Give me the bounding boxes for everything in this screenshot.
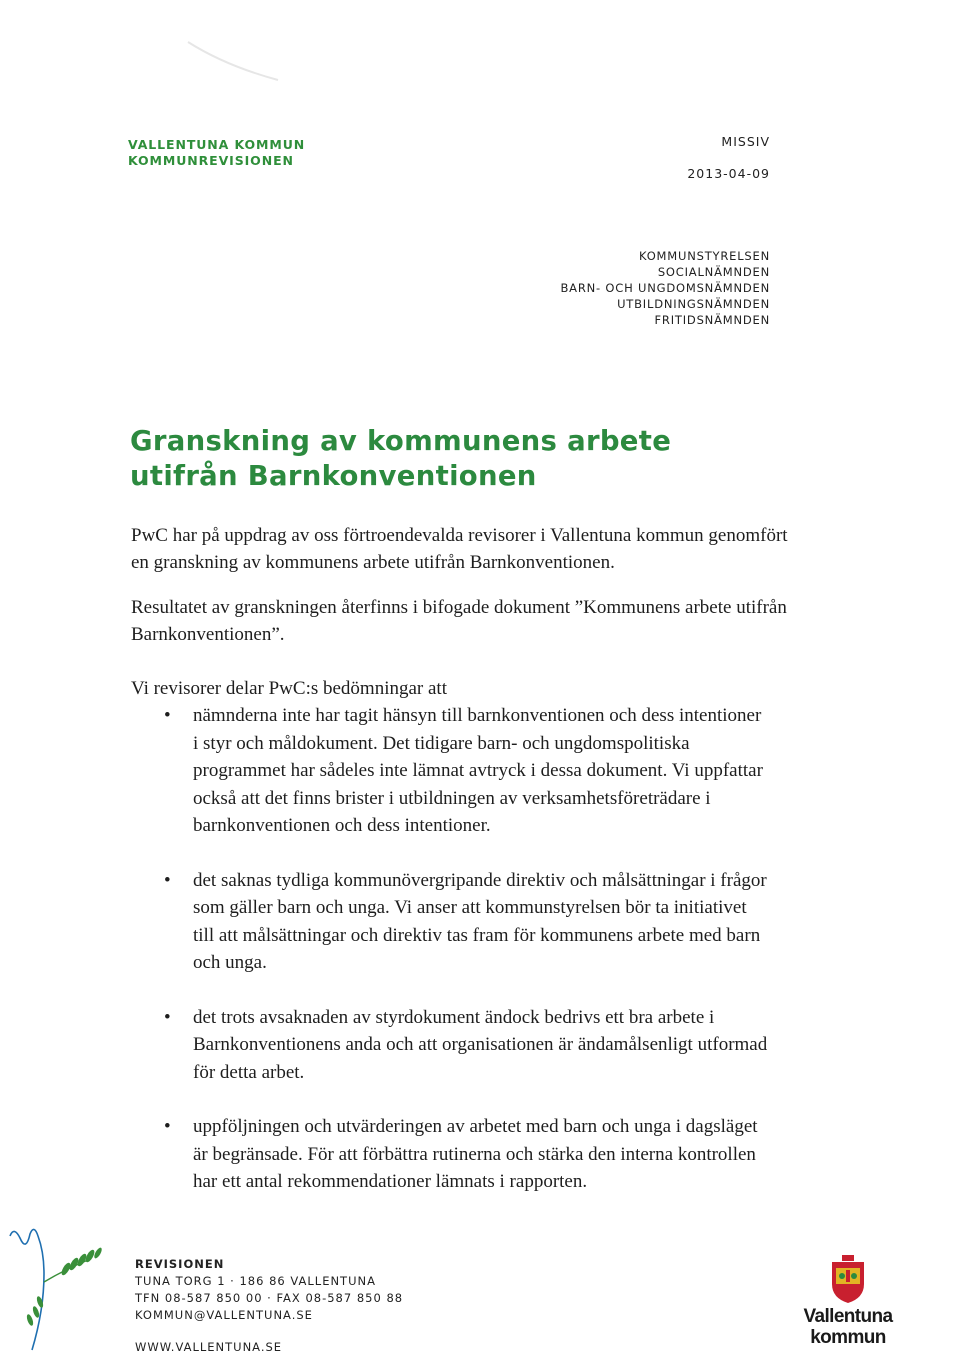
recipient: BARN- OCH UNGDOMSNÄMNDEN <box>560 281 770 295</box>
assessment-list <box>131 702 771 1196</box>
brand-line-2: kommun <box>810 1327 886 1348</box>
document-date: 2013-04-09 <box>687 166 770 181</box>
org-line-municipality: VALLENTUNA KOMMUN <box>128 137 306 152</box>
recipient: SOCIALNÄMNDEN <box>657 265 770 279</box>
list-item-text: nämnderna inte har tagit hänsyn till barnkonventionen och dess intentioner i styr och måldokument. Det tidigare barn- och ungdomspolitiska programmet har sådeles inte lämnat avtryck i dessa dokument. Vi uppfattar också att det finns brister i utbildningen av verksamhetsföreträdare i barnkonventionen och dess intentioner. <box>193 705 763 836</box>
bullet-icon: • <box>164 1116 171 1137</box>
footer-department: REVISIONEN <box>135 1257 225 1271</box>
bullet-icon: • <box>164 705 171 726</box>
plant-sprig-icon <box>4 1222 114 1354</box>
footer-contact <box>135 1256 403 1356</box>
document-title <box>130 424 671 494</box>
document-type: MISSIV <box>721 134 770 149</box>
recipient: UTBILDNINGSNÄMNDEN <box>617 297 770 311</box>
organization-name <box>128 137 305 169</box>
list-item <box>131 1004 771 1087</box>
list-item <box>131 867 771 977</box>
intro-paragraph: PwC har på uppdrag av oss förtroendevalda revisorer i Vallentuna kommun genomfört en granskning av kommunens arbete utifrån Barnkonventionen. <box>131 525 788 573</box>
municipal-crest-icon <box>828 1254 868 1304</box>
bullet-icon: • <box>164 1006 171 1028</box>
list-item-text: det saknas tydliga kommunövergripande direktiv och målsättningar i frågor som gäller barn och unga. Vi anser att kommunstyrelsen bör ta initiativet till att målsättningar och direktiv tas fram för kommunens arbete med barn och unga. <box>193 869 767 973</box>
recipient: KOMMUNSTYRELSEN <box>638 249 770 263</box>
list-item-text: uppföljningen och utvärderingen av arbetet med barn och unga i dagsläget är begränsade. För att förbättra rutinerna och stärka den interna kontrollen har ett antal rekommendationer lämnats i rapporten. <box>193 1116 758 1192</box>
footer-phone: TFN 08-587 850 00 · FAX 08-587 850 88 <box>135 1291 404 1305</box>
footer-address: TUNA TORG 1 · 186 86 VALLENTUNA <box>135 1274 376 1288</box>
list-item <box>131 702 771 840</box>
title-line-1: Granskning av kommunens arbete <box>130 425 672 457</box>
assessment-intro: Vi revisorer delar PwC:s bedömningar att <box>131 678 447 699</box>
brand-line-1: Vallentuna <box>803 1306 893 1327</box>
scan-mark <box>186 36 286 86</box>
recipients-list <box>560 248 770 328</box>
bullet-icon: • <box>164 869 171 891</box>
recipient: FRITIDSNÄMNDEN <box>654 313 770 327</box>
result-paragraph: Resultatet av granskningen återfinns i bifogade dokument ”Kommunens arbete utifrån Barnkonventionen”. <box>131 597 787 645</box>
org-line-department: KOMMUNREVISIONEN <box>128 153 294 168</box>
footer-email: KOMMUN@VALLENTUNA.SE <box>135 1308 313 1322</box>
footer-website: WWW.VALLENTUNA.SE <box>135 1340 283 1354</box>
brand-logotype <box>788 1306 908 1348</box>
list-item <box>131 1113 771 1196</box>
list-item-text: det trots avsaknaden av styrdokument ändock bedrivs ett bra arbete i Barnkonventionens anda och att organisationen är ändamålsenligt utformad för detta arbet. <box>193 1006 768 1083</box>
title-line-2: utifrån Barnkonventionen <box>130 460 537 492</box>
